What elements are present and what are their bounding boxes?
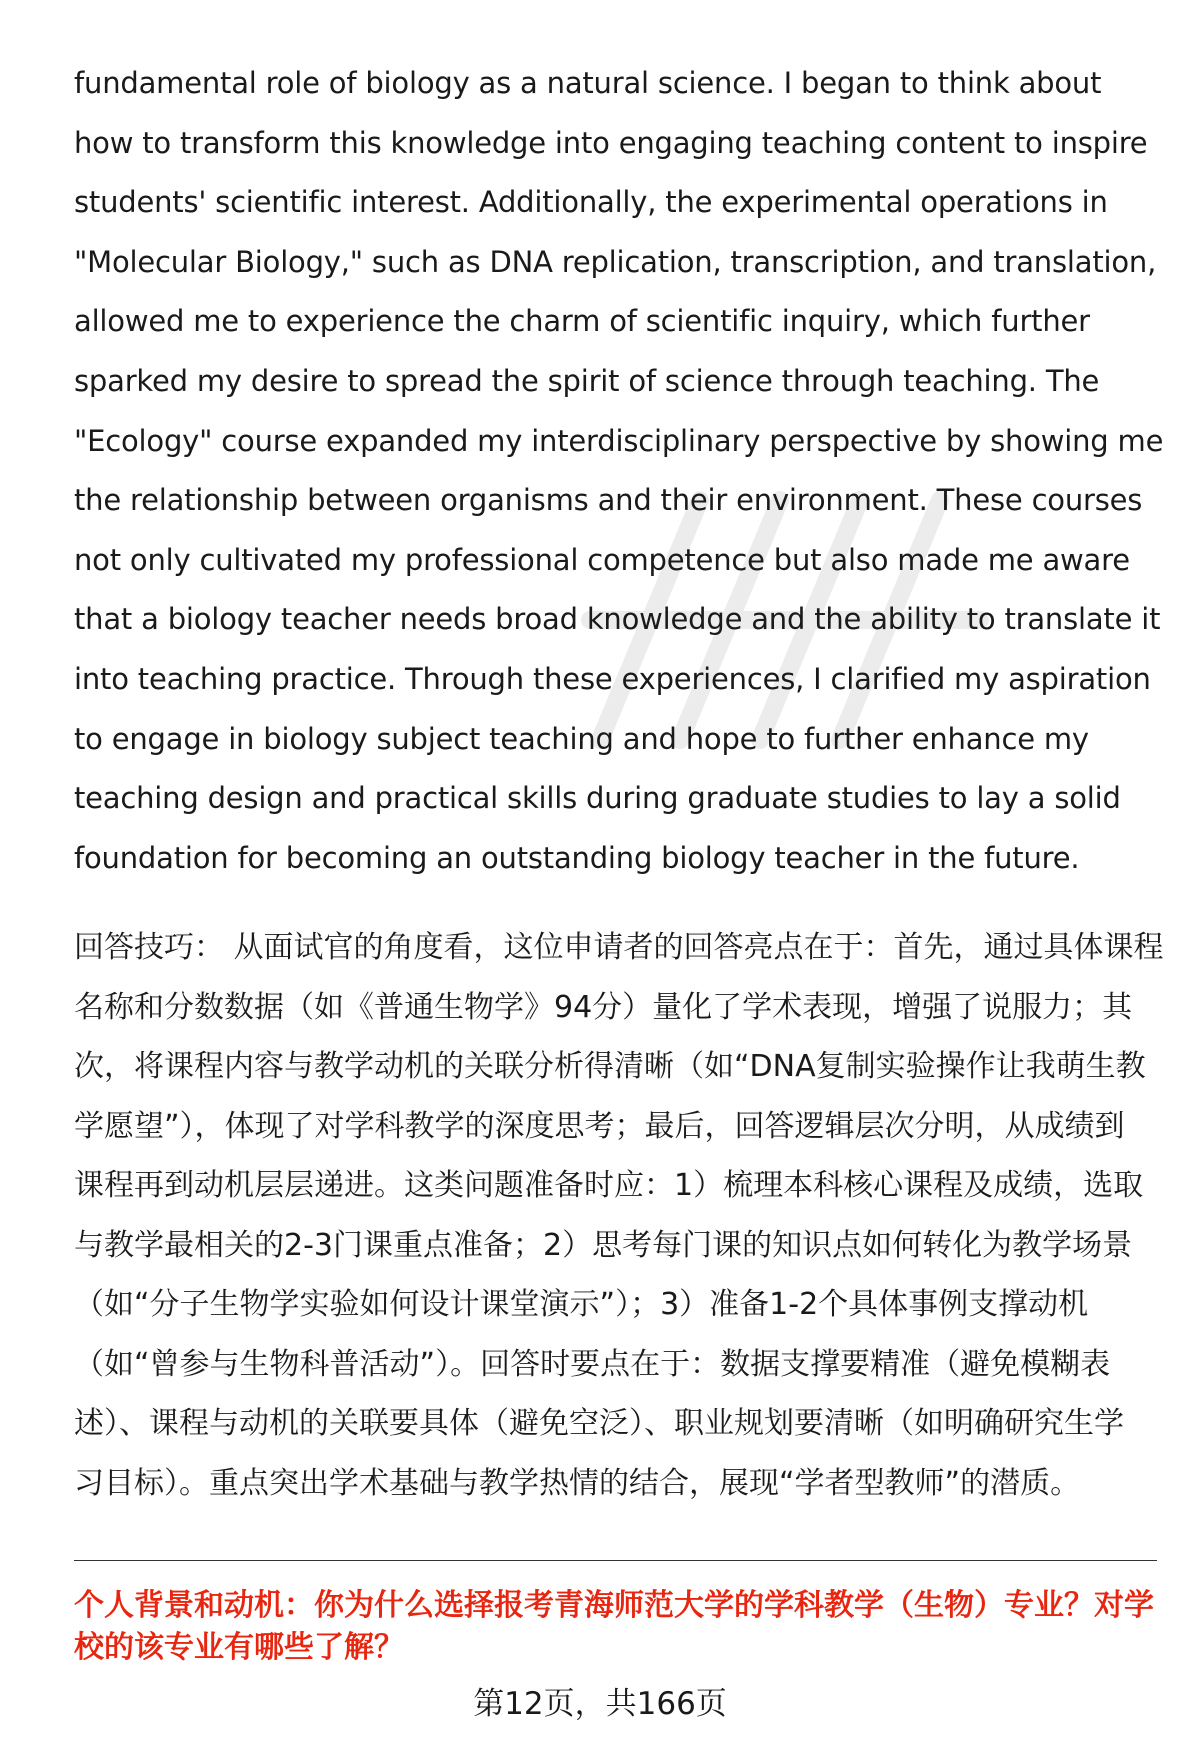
paragraph-line: "Ecology" course expanded my interdisciplinary perspective by showing me	[74, 423, 1164, 458]
paragraph-line: not only cultivated my professional competence but also made me aware	[74, 542, 1130, 577]
next-question-heading	[74, 1585, 1164, 1669]
tips-line: 习目标）。重点突出学术基础与教学热情的结合，展现“学者型教师”的潜质。	[74, 1465, 1081, 1501]
tips-line: （如“曾参与生物科普活动”）。回答时要点在于：数据支撑要精准（避免模糊表	[74, 1346, 1111, 1382]
paragraph-line: sparked my desire to spread the spirit of science through teaching. The	[74, 363, 1100, 398]
question-line: 校的该专业有哪些了解？	[74, 1630, 404, 1665]
tips-line: 回答技巧： 从面试官的角度看，这位申请者的回答亮点在于：首先，通过具体课程	[74, 930, 1164, 965]
tips-line: 述）、课程与动机的关联要具体（避免空泛）、职业规划要清晰（如明确研究生学	[74, 1406, 1124, 1441]
paragraph-line: students' scientific interest. Additionally, the experimental operations in	[74, 185, 1108, 220]
answer-tips-paragraph	[74, 918, 1164, 1513]
paragraph-line: allowed me to experience the charm of scientific inquiry, which further	[74, 304, 1090, 339]
tips-line: 课程再到动机层层递进。这类问题准备时应：1）梳理本科核心课程及成绩，选取	[74, 1168, 1144, 1203]
page-number: 第12页，共166页	[473, 1686, 727, 1722]
paragraph-line: how to transform this knowledge into engaging teaching content to inspire	[74, 125, 1148, 160]
tips-line: 与教学最相关的2-3门课重点准备；2）思考每门课的知识点如何转化为教学场景	[74, 1227, 1133, 1263]
paragraph-line: into teaching practice. Through these experiences, I clarified my aspiration	[74, 661, 1151, 696]
paragraph-line: fundamental role of biology as a natural science. I began to think about	[74, 66, 1102, 100]
section-divider	[74, 1560, 1157, 1561]
paragraph-line: teaching design and practical skills during graduate studies to lay a solid	[74, 781, 1121, 816]
paragraph-line: "Molecular Biology," such as DNA replication, transcription, and translation,	[74, 244, 1157, 279]
paragraph-line: to engage in biology subject teaching and hope to further enhance my	[74, 721, 1089, 756]
tips-line: 次，将课程内容与教学动机的关联分析得清晰（如“DNA复制实验操作让我萌生教	[74, 1049, 1146, 1084]
question-line: 个人背景和动机：你为什么选择报考青海师范大学的学科教学（生物）专业？对学	[74, 1588, 1154, 1623]
tips-line: 名称和分数数据（如《普通生物学》94分）量化了学术表现，增强了说服力；其	[74, 989, 1133, 1025]
paragraph-line: foundation for becoming an outstanding biology teacher in the future.	[74, 840, 1080, 875]
paragraph-line: that a biology teacher needs broad knowledge and the ability to translate it	[74, 602, 1161, 637]
tips-line: （如“分子生物学实验如何设计课堂演示”）；3）准备1-2个具体事例支撑动机	[74, 1287, 1089, 1322]
paragraph-line: the relationship between organisms and their environment. These courses	[74, 483, 1143, 518]
english-answer-paragraph	[74, 54, 1164, 888]
tips-line: 学愿望”），体现了对学科教学的深度思考；最后，回答逻辑层次分明，从成绩到	[74, 1108, 1125, 1144]
